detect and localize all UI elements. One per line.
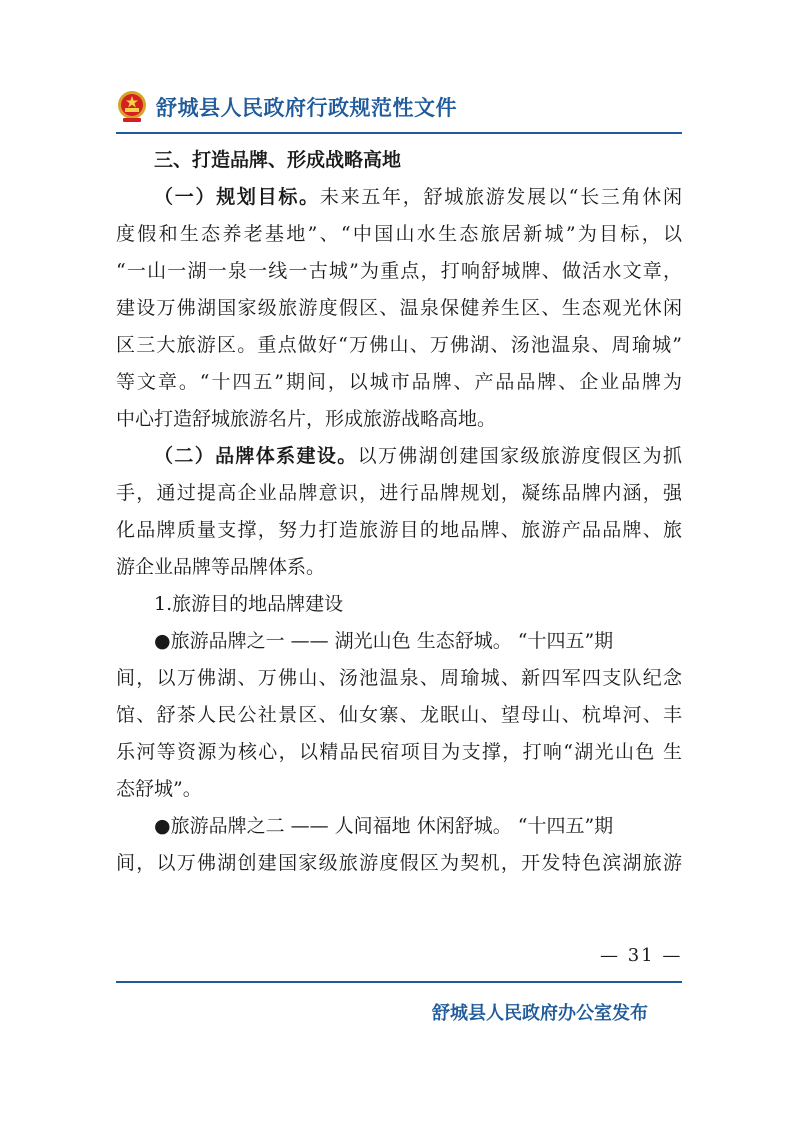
paragraph-line: 间，以万佛湖创建国家级旅游度假区为契机，开发特色滨湖旅游: [116, 852, 682, 874]
national-emblem-icon: [116, 90, 148, 124]
header-divider: [116, 132, 682, 134]
paragraph-line: “一山一湖一泉一线一古城”为重点，打响舒城牌、做活水文章，: [116, 260, 682, 282]
paragraph-line: 等文章。“十四五”期间，以城市品牌、产品品牌、企业品牌为: [116, 371, 682, 393]
document-header: [116, 88, 682, 138]
paragraph-line: 手，通过提高企业品牌意识，进行品牌规划，凝练品牌内涵，强: [116, 482, 682, 504]
brand-heading-line: ●旅游品牌之二 —— 人间福地 休闲舒城。 “十四五”期: [154, 815, 614, 837]
document-body: [116, 142, 682, 882]
page-number: — 31 —: [600, 945, 683, 966]
paragraph-line: 游企业品牌等品牌体系。: [116, 556, 326, 578]
paragraph-line: [116, 179, 682, 216]
paragraph-line: 乐河等资源为核心，以精品民宿项目为支撑，打响“湖光山色 生: [116, 741, 682, 763]
item-heading: 1.旅游目的地品牌建设: [154, 593, 344, 615]
brand-heading-line: ●旅游品牌之一 —— 湖光山色 生态舒城。 “十四五”期: [154, 630, 614, 652]
subsection-lead: （一）规划目标。: [154, 186, 320, 208]
paragraph-text: 未来五年，舒城旅游发展以“长三角休闲: [319, 186, 682, 208]
paragraph-line: 中心打造舒城旅游名片，形成旅游战略高地。: [116, 408, 497, 430]
footer-publisher: 舒城县人民政府办公室发布: [432, 1003, 648, 1024]
paragraph-line: 馆、舒茶人民公社景区、仙女寨、龙眠山、望母山、杭埠河、丰: [116, 704, 682, 726]
subsection-lead: （二）品牌体系建设。: [154, 445, 358, 467]
footer-divider: [116, 981, 682, 983]
paragraph-line: 化品牌质量支撑，努力打造旅游目的地品牌、旅游产品品牌、旅: [116, 519, 682, 541]
paragraph-line: 度假和生态养老基地”、“中国山水生态旅居新城”为目标，以: [116, 223, 682, 245]
paragraph-text: 以万佛湖创建国家级旅游度假区为抓: [357, 445, 682, 467]
paragraph-line: [116, 438, 682, 475]
header-title: 舒城县人民政府行政规范性文件: [156, 96, 457, 120]
paragraph-line: 态舒城”。: [116, 778, 202, 800]
paragraph-line: 建设万佛湖国家级旅游度假区、温泉保健养生区、生态观光休闲: [116, 297, 682, 319]
paragraph-line: 间，以万佛湖、万佛山、汤池温泉、周瑜城、新四军四支队纪念: [116, 667, 682, 689]
paragraph-line: 区三大旅游区。重点做好“万佛山、万佛湖、汤池温泉、周瑜城”: [116, 334, 682, 356]
section-heading: 三、打造品牌、形成战略高地: [154, 149, 402, 171]
